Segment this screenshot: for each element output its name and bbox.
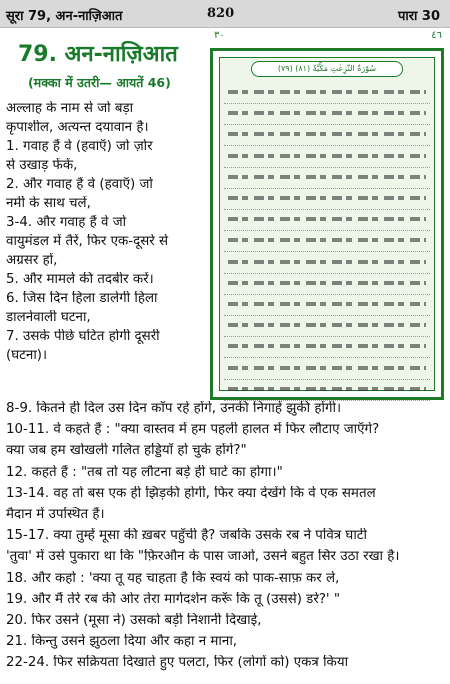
page-header <box>0 0 450 28</box>
arabic-verse-line <box>224 103 430 125</box>
column-text-line: अग्रसर हों, <box>6 253 58 268</box>
arabic-script-stroke <box>228 154 426 158</box>
full-text-line: क्या जब हम खोखली गलित हड्डियाँ हो चुके होंगे?" <box>6 443 247 459</box>
arabic-script-stroke <box>228 238 426 242</box>
arabic-verse-line <box>224 336 430 358</box>
juz-mark: ٣٠ <box>214 30 225 41</box>
full-text-line: 15-17. क्या तुम्हें मूसा की ख़बर पहुँची है? जबकि उसके रब ने पवित्र घाटी <box>6 528 368 544</box>
arabic-script-stroke <box>228 323 426 327</box>
surah-subtitle: (मक्का में उतरी— आयतें 46) <box>28 75 171 90</box>
arabic-script-stroke <box>228 302 426 306</box>
column-text-line: से उखाड़ फेंकें, <box>6 158 78 173</box>
column-text-line: 2. और गवाह हैं वे (हवाएँ) जो <box>6 177 153 192</box>
arabic-script-stroke <box>228 217 426 221</box>
full-text-line: 22-24. फिर सक्रियता दिखाते हुए पलटा, फिर (लोगों को) एकत्र किया <box>6 655 349 671</box>
column-text-line: 3-4. और गवाह हैं वे जो <box>6 215 127 230</box>
column-text-line: 1. गवाह हैं वे (हवाएँ) जो ज़ोर <box>6 139 153 154</box>
arabic-script-stroke <box>228 260 426 264</box>
arabic-script-stroke <box>228 366 426 370</box>
full-text-line: 12. कहते हैं : "तब तो यह लौटना बड़े ही घाटे का होगा।" <box>6 464 283 480</box>
arabic-script-stroke <box>228 90 426 94</box>
full-text-line: 18. और कहो : 'क्या तू यह चाहता है कि स्वयं को पाक-साफ़ कर ले, <box>6 570 340 586</box>
surah-title: 79. अन-नाज़िआत <box>18 42 178 67</box>
header-surah-label: सूरा 79, अन-नाज़िआत <box>6 9 123 24</box>
arabic-verse-line <box>224 124 430 146</box>
arabic-text-area <box>219 57 435 391</box>
arabic-script-stroke <box>228 132 426 136</box>
quran-arabic-panel <box>210 30 446 404</box>
column-text-line: 7. उसके पीछे घटित होगी दूसरी <box>6 329 160 344</box>
full-text-line: 10-11. वे कहते हैं : "क्या वास्तव में हम पहली हालत में फिर लौटाए जाएँगे? <box>6 422 380 438</box>
arabic-verse-line <box>224 146 430 168</box>
arabic-verse-line <box>224 209 430 231</box>
arabic-verse-line <box>224 188 430 210</box>
column-text-line: वायुमंडल में तैरें, फिर एक-दूसरे से <box>6 234 169 249</box>
column-text-line: (घटना)। <box>6 348 48 363</box>
full-text-line: 20. फिर उसने (मूसा ने) उसको बड़ी निशानी दिखाई, <box>6 613 262 628</box>
column-text-line: 6. जिस दिन हिला डालेगी हिला <box>6 291 158 306</box>
arabic-verse-line <box>224 252 430 274</box>
arabic-verse-line <box>224 167 430 189</box>
arabic-verse-line <box>224 294 430 316</box>
column-text-line: कृपाशील, अत्यन्त दयावान है। <box>6 120 149 135</box>
arabic-verse-line <box>224 273 430 295</box>
full-text-line: मैदान में उपस्थित हैं। <box>6 507 105 522</box>
arabic-verse-line <box>224 358 430 380</box>
full-text-line: 13-14. वह तो बस एक ही झिड़की होगी, फिर क्या देखेंगे कि वे एक समतल <box>6 485 376 501</box>
arabic-verse-line <box>224 379 430 401</box>
arabic-script-stroke <box>228 111 426 115</box>
full-text-line: 19. और मैं तेरे रब की ओर तेरा मार्गदर्शन करूँ कि तू (उससे) डरे?' " <box>6 591 341 607</box>
column-text-line: 5. और मामले की तदबीर करें। <box>6 272 154 287</box>
arabic-script-stroke <box>228 196 426 200</box>
header-para-label: पारा 30 <box>397 9 440 24</box>
column-text-line: नर्मी के साथ चलें, <box>6 196 91 211</box>
full-text-line: 21. किन्तु उसने झुठला दिया और कहा न माना, <box>6 634 238 650</box>
column-text-line: अल्लाह के नाम से जो बड़ा <box>6 101 134 116</box>
arabic-script-stroke <box>228 344 426 348</box>
arabic-verse-line <box>224 82 430 104</box>
full-text-line: 8-9. कितने ही दिल उस दिन काँप रहे होंगे, उनकी निगाहें झुकी होंगी। <box>6 401 342 416</box>
arabic-script-stroke <box>228 281 426 285</box>
arabic-script-stroke <box>228 387 426 391</box>
full-text-line: 'तुवा' में उसे पुकारा था कि "फ़िरऔन के पास जाओ, उसने बहुत सिर उठा रखा है। <box>6 549 400 565</box>
surah-badge: (٧٩) سُوْرَةُ النّٰزِعٰتِ مَكِّيَّةٌ (٨١) <box>251 61 403 77</box>
arabic-verse-line <box>224 230 430 252</box>
quran-frame <box>210 48 444 400</box>
arabic-script-stroke <box>228 175 426 179</box>
column-text-line: डालनेवाली घटना, <box>6 310 91 325</box>
header-page-number: 820 <box>207 6 235 21</box>
ayah-count-mark: ٤٦ <box>431 30 442 41</box>
arabic-verse-line <box>224 315 430 337</box>
